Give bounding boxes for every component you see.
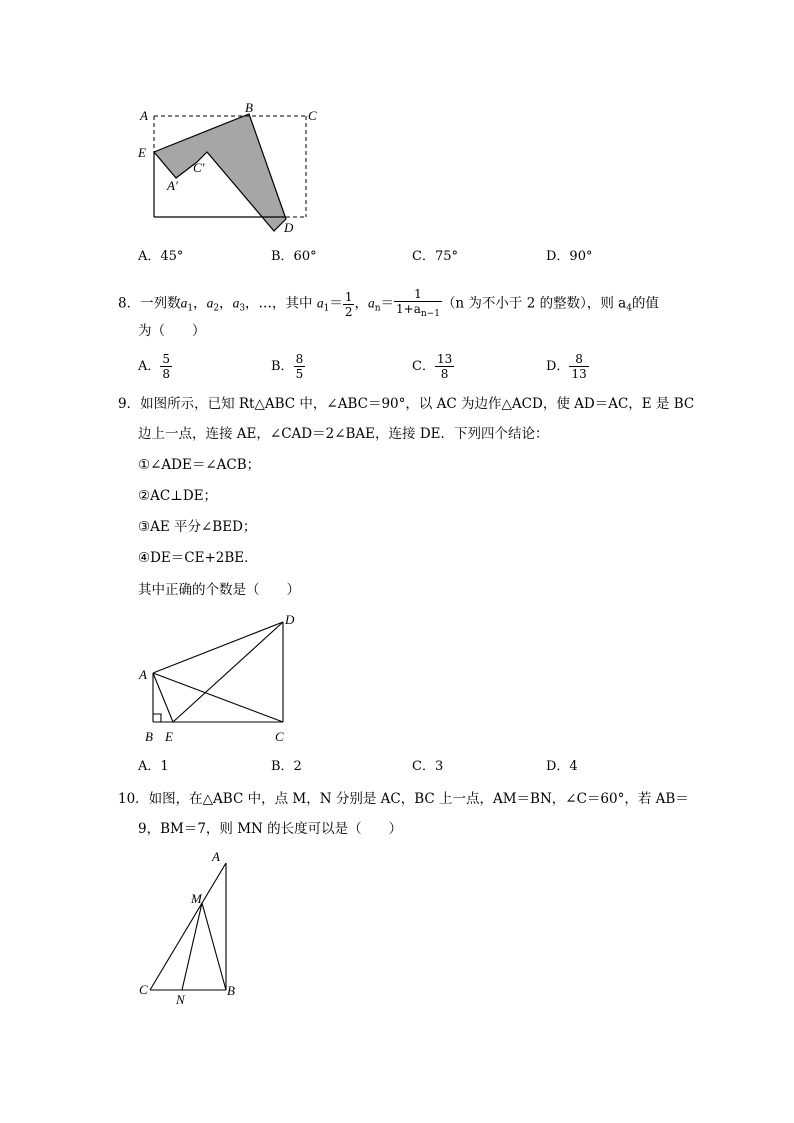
q10-label-c: C — [139, 982, 148, 997]
q7-label-d: D — [284, 220, 294, 235]
q7-option-c[interactable]: C．75° — [412, 249, 458, 264]
q8-frac-an: $\frac{1}{1+a_{n-1}}$ — [396, 287, 440, 319]
q7-label-a: A — [140, 108, 148, 123]
q8-frac-a1: $\frac{1}{2}$ — [344, 289, 353, 319]
q10-label-a: A — [212, 849, 220, 864]
q9-label-c: C — [275, 729, 284, 744]
q9-label-d: D — [285, 612, 295, 627]
q7-option-a[interactable]: A．45° — [138, 249, 184, 264]
q7-label-c: C — [308, 108, 317, 123]
q9-label-a: A — [139, 667, 147, 682]
q10-label-n: N — [176, 992, 185, 1007]
q9-line2: 边上一点，连接 AE，∠CAD＝2∠BAE，连接 DE．下列四个结论： — [138, 426, 549, 442]
q9-conclusion-4: ④DE＝CE+2BE． — [138, 550, 258, 566]
q7-option-b[interactable]: B．60° — [271, 249, 317, 264]
q7-label-b: B — [245, 100, 253, 115]
q8-line2: 为（ ） — [138, 323, 206, 339]
q7-label-c-prime: C′ — [193, 160, 205, 175]
q9-option-c[interactable]: C．3 — [412, 759, 444, 774]
q8-line1: 8．一列数$a_1$，$a_2$，$a_3$，…，其中 $a_1=$ $\frac{1}{2}$ ，$a_n=$ $\frac{1}{1+a_{n-1}}$ （n 为不小于 2 的整数），则 $a_4$的值 — [118, 287, 659, 319]
q10-line1: 10．如图，在△ABC 中，点 M，N 分别是 AC，BC 上一点，AM＝BN，∠C＝60°，若 AB＝ — [118, 791, 689, 807]
q9-conclusion-1: ①∠ADE＝∠ACB； — [138, 457, 261, 473]
q7-option-d[interactable]: D．90° — [546, 249, 593, 264]
q9-conclusion-3: ③AE 平分∠BED； — [138, 519, 257, 535]
q8-option-d[interactable]: D． $\frac{8}{13}$ — [546, 352, 587, 381]
q8-option-a[interactable]: A． $\frac{5}{8}$ — [138, 352, 171, 381]
q7-label-e: E — [138, 145, 146, 160]
q9-option-d[interactable]: D．4 — [546, 759, 578, 774]
q9-conclusion-2: ②AC⊥DE； — [138, 488, 218, 504]
q9-label-b: B — [145, 729, 153, 744]
q9-option-b[interactable]: B．2 — [271, 759, 302, 774]
q10-label-m: M — [191, 891, 202, 906]
q9-question: 其中正确的个数是（ ） — [138, 582, 300, 598]
q8-option-b[interactable]: B． $\frac{8}{5}$ — [271, 352, 304, 381]
q9-label-e: E — [165, 729, 173, 744]
q9-line1: 9．如图所示，已知 Rt△ABC 中，∠ABC＝90°，以 AC 为边作△ACD，使 AD＝AC，E 是 BC — [118, 396, 695, 412]
q7-label-a-prime: A′ — [167, 178, 178, 193]
q8-option-c[interactable]: C． $\frac{13}{8}$ — [412, 352, 453, 381]
q9-option-a[interactable]: A．1 — [138, 759, 169, 774]
q10-label-b: B — [227, 983, 235, 998]
q10-line2: 9，BM＝7，则 MN 的长度可以是（ ） — [138, 821, 403, 837]
